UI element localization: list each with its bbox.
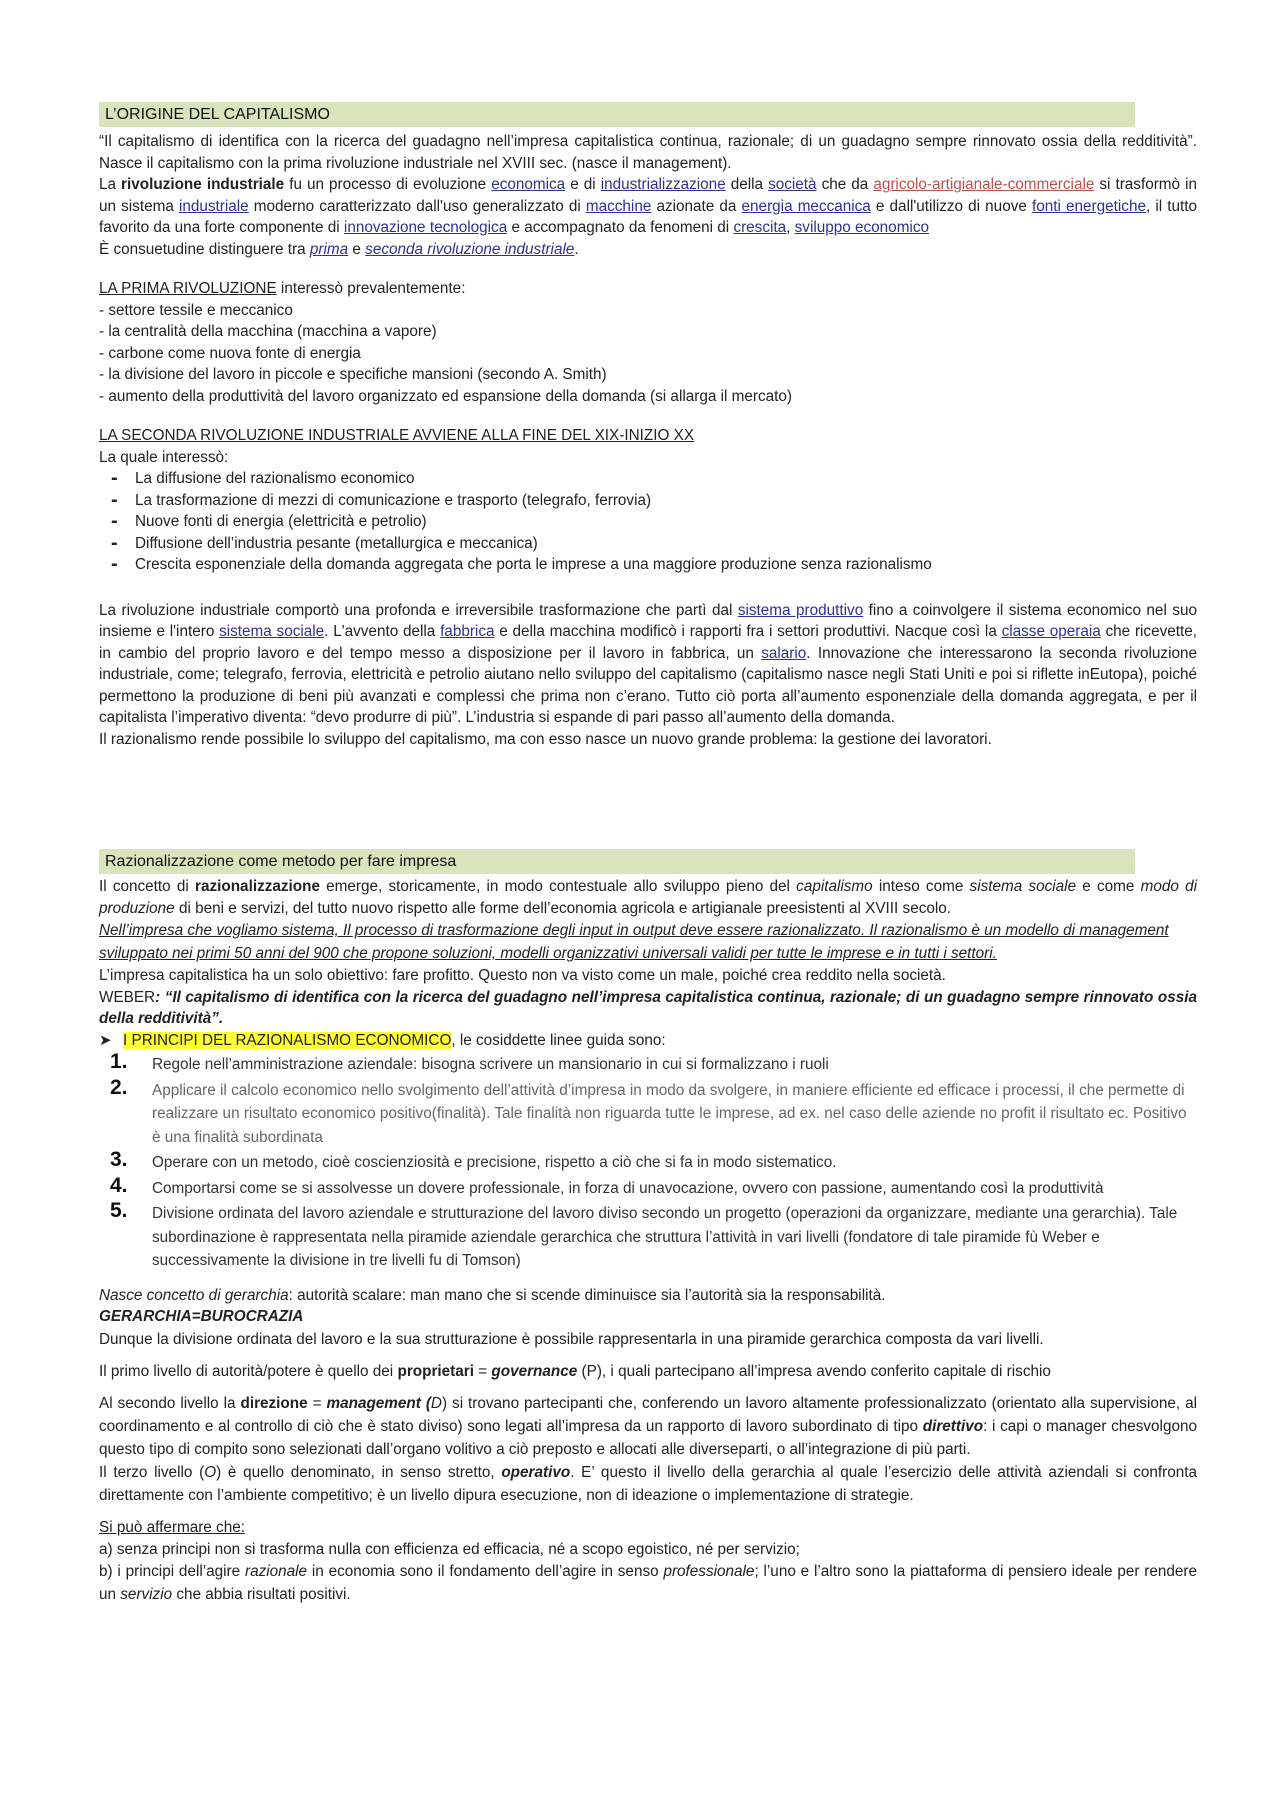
link-industriale[interactable]: industriale bbox=[178, 197, 249, 215]
seconda-list-item: - La diffusione del razionalismo economico bbox=[117, 468, 1197, 490]
principle-text: Applicare il calcolo economico nello svolgimento dell’attività d’impresa in modo da svolgere, in maniere efficiente ed efficace i processi, il che permette di realizzare un risultato economico positivo(finalità). Tale finalità non riguarda tutte le imprese, ad ex. nel caso delle aziende no profit il risultato ec. Positivo è una finalità subordinata bbox=[152, 1081, 1187, 1146]
gerarchia-line: Nasce concetto di gerarchia: autorità scalare: man mano che si scende diminuisce sia l’autorità sia la responsabilità. bbox=[99, 1286, 886, 1304]
rivoluzione-paragraph: La rivoluzione industriale fu un processo di evoluzione economica e di industrializzazione della società che da agricolo-artigianale-commerciale si trasformò in un sistema industriale moderno caratterizzato dall'uso generalizzato di macchine azionate da energia meccanica e dall'utilizzo di nuove fonti energetiche, il tutto favorito da una forte componente di innovazione tecnologica e accompagnato da fenomeni di crescita, sviluppo economico bbox=[99, 176, 1198, 236]
seconda-list-item: - Diffusione dell’industria pesante (metallurgica e meccanica) bbox=[117, 533, 1197, 555]
profitto-line: L’impresa capitalistica ha un solo obiettivo: fare profitto. Questo non va visto come un male, poiché crea reddito nella società. bbox=[99, 967, 946, 984]
razionalismo-definition: Nell’impresa che vogliamo sistema, Il processo di trasformazione degli input in output deve essere razionalizzato. Il razionalismo è un modello di management sviluppato nei primi 50 anni del 900 che propone soluzioni, modelli organizzativi universali validi per tutte le imprese e in tutti i settori. bbox=[99, 922, 1169, 962]
link-crescita[interactable]: crescita bbox=[733, 219, 787, 236]
principle-number: 3. bbox=[110, 1148, 128, 1171]
link-societa[interactable]: società bbox=[768, 176, 817, 193]
link-energia-meccanica[interactable]: energia meccanica bbox=[741, 197, 871, 215]
prima-list-item: - aumento della produttività del lavoro organizzato ed espansione della domanda (si allarga il mercato) bbox=[99, 387, 793, 405]
link-industrializzazione[interactable]: industrializzazione bbox=[600, 176, 726, 193]
dunque-paragraph: Dunque la divisione ordinata del lavoro e la sua strutturazione è possibile rappresentarla in una piramide gerarchica composta da vari livelli. bbox=[99, 1330, 1044, 1348]
principle-item bbox=[99, 1199, 1190, 1273]
gerarchia-burocrazia: GERARCHIA=BUROCRAZIA bbox=[99, 1308, 304, 1325]
link-prima[interactable]: prima bbox=[309, 240, 349, 258]
link-economica[interactable]: economica bbox=[491, 176, 566, 193]
rivoluzione-bold: rivoluzione industriale bbox=[121, 176, 285, 193]
link-macchine[interactable]: macchine bbox=[585, 197, 652, 215]
link-salario[interactable]: salario bbox=[761, 644, 807, 662]
principle-text: Divisione ordinata del lavoro aziendale e strutturazione del lavoro diviso secondo un progetto (operazioni da organizzare, mediante una gerarchia). Tale subordinazione è rappresentata nella piramide aziendale gerarchica che struttura l’attività in vari livelli (fondatore di tale piramide fù Weber e successivamente la divisione in tre livelli fu di Tomson) bbox=[152, 1205, 1178, 1269]
seconda-rivoluzione-list bbox=[99, 468, 1197, 576]
prima-list-item: - settore tessile e meccanico bbox=[99, 301, 293, 319]
link-sistema-produttivo[interactable]: sistema produttivo bbox=[737, 601, 864, 619]
secondo-livello: Al secondo livello la direzione = management (D) si trovano partecipanti che, conferendo un lavoro altamente professionalizzato (orientato alla supervisione, al coordinamento e al controllo di ciò che è stato diviso) sono legati all’impresa da un rapporto di lavoro subordinato di tipo direttivo: i capi o manager chesvolgono questo tipo di compito sono selezionati dall’organo volitivo a ciò preposto e allocati alle diverseparti, o all’integrazione di più parti. bbox=[99, 1395, 1198, 1458]
trasformazione-paragraph: La rivoluzione industriale comportò una profonda e irreversibile trasformazione che partì dal sistema produttivo fino a coinvolgere il sistema economico nel suo insieme e l'intero sistema sociale. L'avvento della fabbrica e della macchina modificò i rapporti fra i settori produttivi. Nacque così la classe operaia che ricevette, in cambio del proprio lavoro e del tempo messo a disposizione per il lavoro in fabbrica, un salario. Innovazione che interessarono la seconda rivoluzione industriale, come; telegrafo, ferrovia, elettricità e petrolio aiutano nello sviluppo del capitalismo (capitalismo nasce negli Stati Uniti e poi si riflette inEutopa), poiché permettono la produzione di beni più avanzati e complessi che prima non c’erano. Tutto ciò porta all’aumento esponenziale della domanda aggregata, e per il capitalista l’imperativo diventa: “devo produrre di più”. L’industria si espande di pari passo all’aumento della domanda. bbox=[99, 601, 1197, 726]
affermare-title: Si può affermare che: bbox=[99, 1519, 245, 1536]
principle-number: 5. bbox=[110, 1199, 128, 1222]
link-classe-operaia[interactable]: classe operaia bbox=[1001, 623, 1101, 640]
link-sistema-sociale[interactable]: sistema sociale bbox=[219, 623, 325, 640]
principle-number: 1. bbox=[110, 1050, 128, 1073]
section-heading-razionalizzazione: Razionalizzazione come metodo per fare impresa bbox=[99, 849, 1135, 874]
point-a: a) senza principi non si trasforma nulla con efficienza ed efficacia, né a scopo egoistico, né per servizio; bbox=[99, 1540, 800, 1558]
prima-rivoluzione-list bbox=[99, 300, 1197, 408]
seconda-list-item: - La trasformazione di mezzi di comunicazione e trasporto (telegrafo, ferrovia) bbox=[117, 490, 1197, 512]
capitalism-quote: “Il capitalismo di identifica con la ricerca del guadagno nell’impresa capitalistica continua, razionale; di un guadagno sempre rinnovato ossia della redditività”. Nasce il capitalismo con la prima rivoluzione industriale nel XVIII sec. (nasce il management). bbox=[99, 133, 1197, 172]
concetto-paragraph: Il concetto di razionalizzazione emerge, storicamente, in modo contestuale allo sviluppo pieno del capitalismo inteso come sistema sociale e come modo di produzione di beni e servizi, del tutto nuovo rispetto alle forme dell’economia agricola e artigianale preesistenti al XVIII secolo. bbox=[99, 878, 1198, 917]
seconda-list-item: - Nuove fonti di energia (elettricità e petrolio) bbox=[117, 511, 1197, 533]
link-agricolo-artigianale-commerciale[interactable]: agricolo-artigianale-commerciale bbox=[873, 176, 1095, 193]
link-seconda-rivoluzione[interactable]: seconda rivoluzione industriale bbox=[365, 240, 575, 258]
distinguere-line: È consuetudine distinguere tra prima e seconda rivoluzione industriale. bbox=[99, 240, 579, 258]
arrow-bullet-icon: ➤ bbox=[99, 1031, 112, 1049]
seconda-rivoluzione-intro: La quale interessò: bbox=[99, 448, 229, 466]
weber-quote: WEBER: “Il capitalismo di identifica con la ricerca del guadagno nell’impresa capitalistica continua, razionale; di un guadagno sempre rinnovato ossia della redditività”. bbox=[99, 988, 1197, 1027]
link-fabbrica[interactable]: fabbrica bbox=[440, 623, 495, 640]
principle-text: Operare con un metodo, cioè coscienziosità e precisione, rispetto a ciò che si fa in modo sistematico. bbox=[152, 1154, 837, 1171]
principi-list bbox=[99, 1050, 1197, 1273]
primo-livello: Il primo livello di autorità/potere è quello dei proprietari = governance (P), i quali partecipano all’impresa avendo conferito capitale di rischio bbox=[99, 1362, 1051, 1380]
principi-highlight: I PRINCIPI DEL RAZIONALISMO ECONOMICO bbox=[123, 1031, 452, 1049]
principle-item bbox=[99, 1075, 1190, 1150]
seconda-list-item: - Crescita esponenziale della domanda aggregata che porta le imprese a una maggiore produzione senza razionalismo bbox=[117, 554, 1197, 576]
principle-number: 4. bbox=[110, 1173, 128, 1197]
link-fonti-energetiche[interactable]: fonti energetiche bbox=[1031, 197, 1146, 215]
prima-list-item: - la centralità della macchina (macchina a vapore) bbox=[99, 323, 437, 340]
principle-number: 2. bbox=[110, 1075, 128, 1099]
prima-list-item: - carbone come nuova fonte di energia bbox=[99, 344, 361, 362]
point-b: b) i principi dell’agire razionale in economia sono il fondamento dell’agire in senso professionale; l’uno e l’altro sono la piattaforma di pensiero ideale per rendere un servizio che abbia risultati positivi. bbox=[99, 1563, 1197, 1603]
section-razionalizzazione bbox=[99, 849, 1197, 1606]
principi-heading: ➤ I PRINCIPI DEL RAZIONALISMO ECONOMICO, le cosiddette linee guida sono: bbox=[99, 1030, 1197, 1052]
razionalismo-closing: Il razionalismo rende possibile lo sviluppo del capitalismo, ma con esso nasce un nuovo grande problema: la gestione dei lavoratori. bbox=[99, 730, 992, 748]
principle-item bbox=[99, 1050, 1190, 1077]
link-sviluppo-economico[interactable]: sviluppo economico bbox=[794, 219, 929, 236]
principle-text: Regole nell’amministrazione aziendale: bisogna scrivere un mansionario in cui si formalizzano i ruoli bbox=[152, 1056, 829, 1073]
principle-item bbox=[99, 1173, 1190, 1201]
section-origine bbox=[99, 102, 1197, 750]
principle-text: Comportarsi come se si assolvesse un dovere professionale, in forza di unavocazione, ovvero con passione, aumentando così la produttività bbox=[152, 1179, 1104, 1197]
seconda-rivoluzione-title: LA SECONDA RIVOLUZIONE INDUSTRIALE AVVIENE ALLA FINE DEL XIX-INIZIO XX bbox=[99, 427, 695, 444]
terzo-livello: Il terzo livello (O) è quello denominato, in senso stretto, operativo. E’ questo il livello della gerarchia al quale l’esercizio delle attività aziendali si confronta direttamente con l’ambiente competitivo; è un livello dipura esecuzione, non di ideazione o implementazione di strategie. bbox=[99, 1464, 1197, 1504]
prima-list-item: - la divisione del lavoro in piccole e specifiche mansioni (secondo A. Smith) bbox=[99, 366, 607, 383]
link-innovazione-tecnologica[interactable]: innovazione tecnologica bbox=[343, 219, 508, 236]
section-heading-origine: L’ORIGINE DEL CAPITALISMO bbox=[99, 102, 1135, 127]
prima-rivoluzione-title: LA PRIMA RIVOLUZIONE interessò prevalentemente: bbox=[99, 280, 466, 297]
principle-item bbox=[99, 1148, 1190, 1175]
